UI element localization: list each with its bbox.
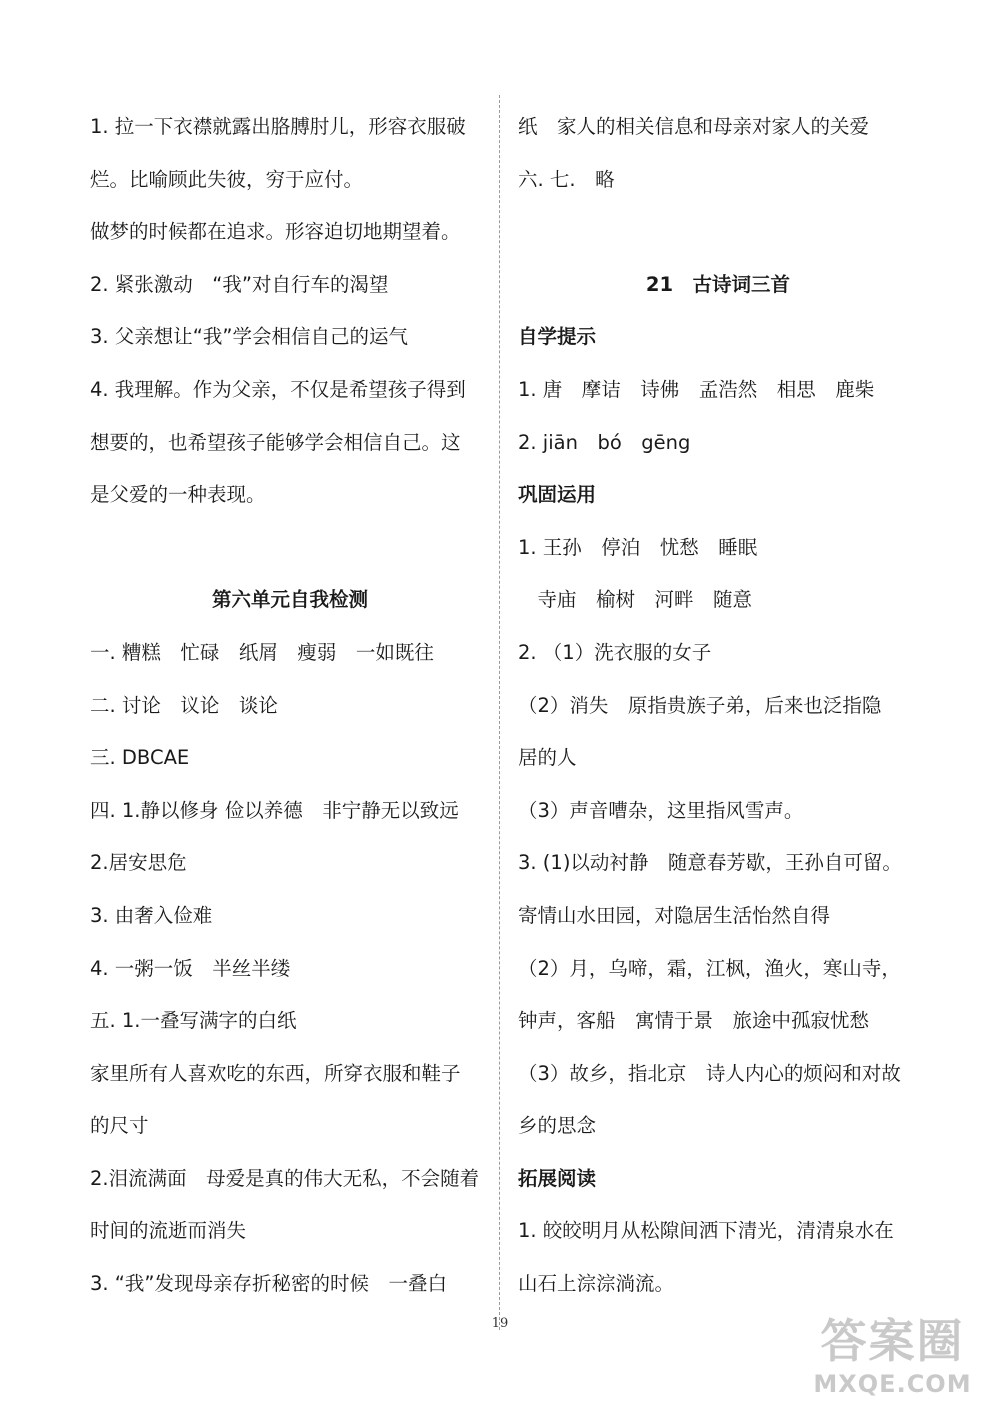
watermark-text: 答案圈 [820, 1314, 965, 1368]
text-line: 纸 家人的相关信息和母亲对家人的关爱 [518, 115, 870, 138]
text-line: 钟声，客船 寓情于景 旅途中孤寂忧愁 [518, 1009, 870, 1033]
text-line: 三. DBCAE [90, 746, 190, 770]
watermark-logo [795, 1313, 990, 1408]
text-line: 五. 1.一叠写满字的白纸 [90, 1009, 297, 1033]
text-line: 3. (1)以动衬静 随意春芳歇，王孙自可留。 [518, 851, 902, 875]
text-line: 想要的，也希望孩子能够学会相信自己。这 [90, 430, 461, 454]
text-line: 是父爱的一种表现。 [90, 483, 266, 507]
text-line: 3. 父亲想让“我”学会相信自己的运气 [90, 325, 409, 349]
text-line: 2. 紧张激动 “我”对自行车的渴望 [90, 272, 389, 296]
watermark-url: MXQE.COM [813, 1370, 972, 1398]
right-column [518, 101, 918, 1311]
section-heading: 巩固运用 [518, 483, 597, 507]
text-line: 山石上淙淙淌流。 [518, 1272, 675, 1296]
text-line: 2.泪流满面 母爱是真的伟大无私，不会随着 [90, 1166, 480, 1190]
text-line: 1. 王孙 停泊 忧愁 睡眠 [518, 535, 758, 559]
text-line: 居的人 [518, 746, 577, 770]
text-line: 寺庙 榆树 河畔 随意 [518, 588, 753, 612]
section-title: 第六单元自我检测 [211, 588, 368, 612]
text-line: 3. “我”发现母亲存折秘密的时候 一叠白 [90, 1272, 448, 1296]
text-line: 3. 由奢入俭难 [90, 903, 213, 927]
column-divider [499, 95, 500, 1330]
text-line: 六. 七. 略 [518, 167, 615, 191]
text-line: 2.居安思危 [90, 851, 187, 875]
text-line: 四. 1.静以修身 俭以养德 非宁静无以致远 [90, 798, 459, 822]
section-title: 21 古诗词三首 [645, 272, 791, 296]
text-line: 烂。比喻顾此失彼，穷于应付。 [90, 167, 364, 191]
text-line: 1. 拉一下衣襟就露出胳膊肘儿，形容衣服破 [90, 115, 466, 138]
text-line: 2. （1）洗衣服的女子 [518, 640, 712, 664]
text-line: 4. 一粥一饭 半丝半缕 [90, 956, 291, 980]
text-line: （2）月，乌啼，霜，江枫，渔火，寒山寺， [518, 956, 901, 980]
text-line: 家里所有人喜欢吃的东西，所穿衣服和鞋子 [90, 1061, 461, 1085]
page-number: 19 [491, 1316, 509, 1331]
text-line: 时间的流逝而消失 [90, 1219, 247, 1243]
text-line: 1. 皎皎明月从松隙间洒下清光，清清泉水在 [518, 1219, 894, 1243]
text-line: 乡的思念 [518, 1114, 597, 1138]
text-line: （3）声音嘈杂，这里指风雪声。 [518, 798, 804, 822]
blank-line [90, 522, 490, 575]
text-line: 寄情山水田园，对隐居生活怡然自得 [518, 903, 831, 927]
text-line: 4. 我理解。作为父亲，不仅是希望孩子得到 [90, 377, 466, 401]
text-line: （2）消失 原指贵族子弟，后来也泛指隐 [518, 693, 882, 717]
text-line: 2. jiān bó gēng [518, 430, 691, 454]
section-heading: 拓展阅读 [518, 1166, 597, 1190]
text-line: 一. 糟糕 忙碌 纸屑 瘦弱 一如既往 [90, 640, 434, 664]
left-column [90, 101, 490, 1311]
text-line: 1. 唐 摩诘 诗佛 孟浩然 相思 鹿柴 [518, 377, 875, 401]
text-line: 的尺寸 [90, 1114, 149, 1138]
text-line: （3）故乡，指北京 诗人内心的烦闷和对故 [518, 1061, 901, 1085]
section-heading: 自学提示 [518, 325, 597, 349]
text-line: 做梦的时候都在追求。形容迫切地期望着。 [90, 220, 461, 244]
blank-line [518, 206, 918, 259]
text-line: 二. 讨论 议论 谈论 [90, 693, 278, 717]
